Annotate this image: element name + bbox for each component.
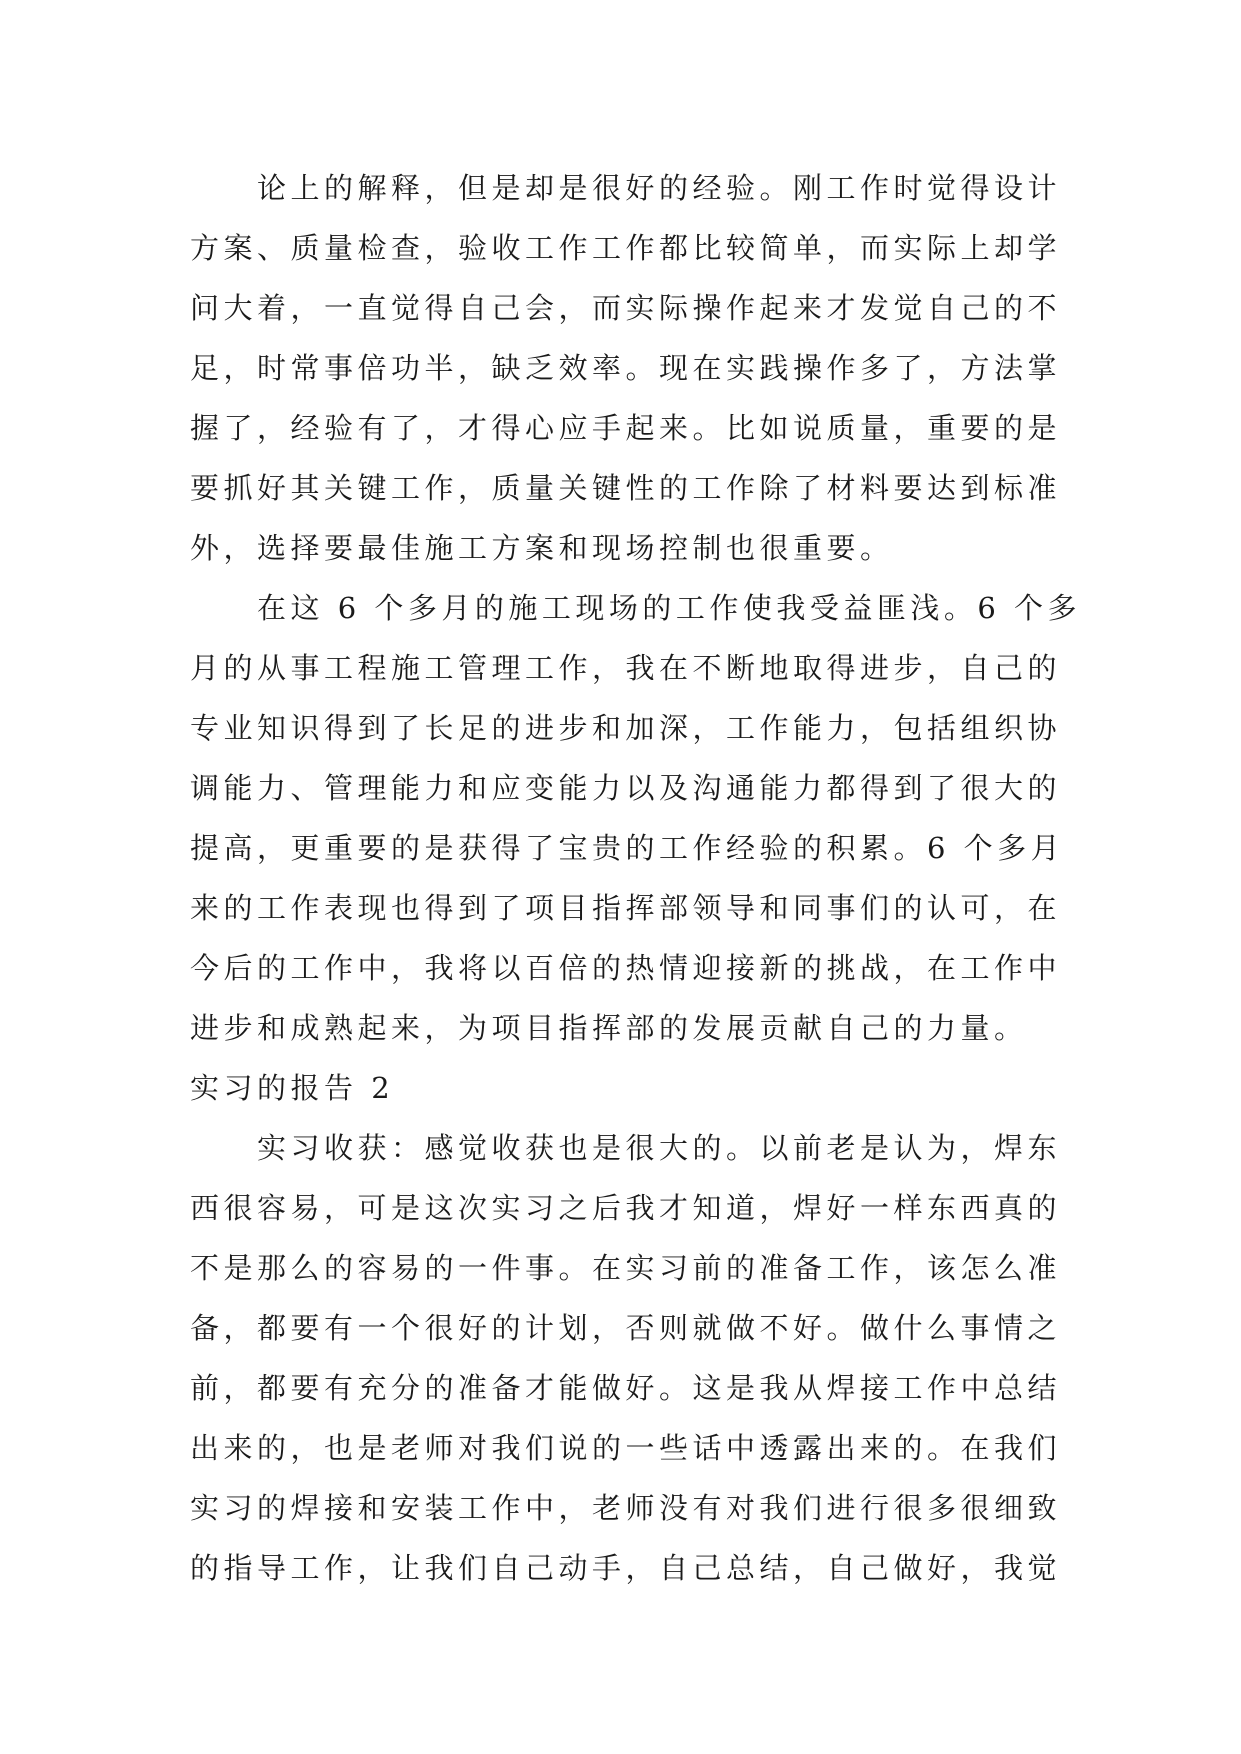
text-line: 握了，经验有了，才得心应手起来。比如说质量，重要的是 <box>190 411 1062 445</box>
text-line: 方案、质量检查，验收工作工作都比较简单，而实际上却学 <box>190 231 1062 265</box>
text-line: 在这 6 个多月的施工现场的工作使我受益匪浅。6 个多 <box>257 591 1082 625</box>
text-line: 实习的焊接和安装工作中，老师没有对我们进行很多很细致 <box>190 1491 1062 1525</box>
paragraph-continuation <box>190 158 1062 578</box>
text-line: 月的从事工程施工管理工作，我在不断地取得进步，自己的 <box>190 651 1062 685</box>
text-line: 外，选择要最佳施工方案和现场控制也很重要。 <box>190 531 894 565</box>
text-line: 论上的解释，但是却是很好的经验。刚工作时觉得设计 <box>257 171 1062 205</box>
text-line: 调能力、管理能力和应变能力以及沟通能力都得到了很大的 <box>190 771 1062 805</box>
text-line: 备，都要有一个很好的计划，否则就做不好。做什么事情之 <box>190 1311 1062 1345</box>
paragraph-site-work <box>190 578 1082 1058</box>
text-line: 问大着，一直觉得自己会，而实际操作起来才发觉自己的不 <box>190 291 1062 325</box>
text-line: 的指导工作，让我们自己动手，自己总结，自己做好，我觉 <box>190 1551 1062 1585</box>
text-line: 专业知识得到了长足的进步和加深，工作能力，包括组织协 <box>190 711 1062 745</box>
section-heading: 实习的报告 2 <box>190 1071 395 1105</box>
text-line: 提高，更重要的是获得了宝贵的工作经验的积累。6 个多月 <box>190 831 1065 865</box>
text-line: 要抓好其关键工作，质量关键性的工作除了材料要达到标准 <box>190 471 1062 505</box>
document-body <box>190 158 1082 1598</box>
text-line: 不是那么的容易的一件事。在实习前的准备工作，该怎么准 <box>190 1251 1062 1285</box>
text-line: 前，都要有充分的准备才能做好。这是我从焊接工作中总结 <box>190 1371 1062 1405</box>
text-line: 实习收获：感觉收获也是很大的。以前老是认为，焊东 <box>257 1131 1062 1165</box>
text-line: 今后的工作中，我将以百倍的热情迎接新的挑战，在工作中 <box>190 951 1062 985</box>
text-line: 进步和成熟起来，为项目指挥部的发展贡献自己的力量。 <box>190 1011 1028 1045</box>
text-line: 西很容易，可是这次实习之后我才知道，焊好一样东西真的 <box>190 1191 1062 1225</box>
text-line: 来的工作表现也得到了项目指挥部领导和同事们的认可，在 <box>190 891 1062 925</box>
text-line: 足，时常事倍功半，缺乏效率。现在实践操作多了，方法掌 <box>190 351 1062 385</box>
paragraph-internship-gains <box>190 1118 1062 1598</box>
text-line: 出来的，也是老师对我们说的一些话中透露出来的。在我们 <box>190 1431 1062 1465</box>
